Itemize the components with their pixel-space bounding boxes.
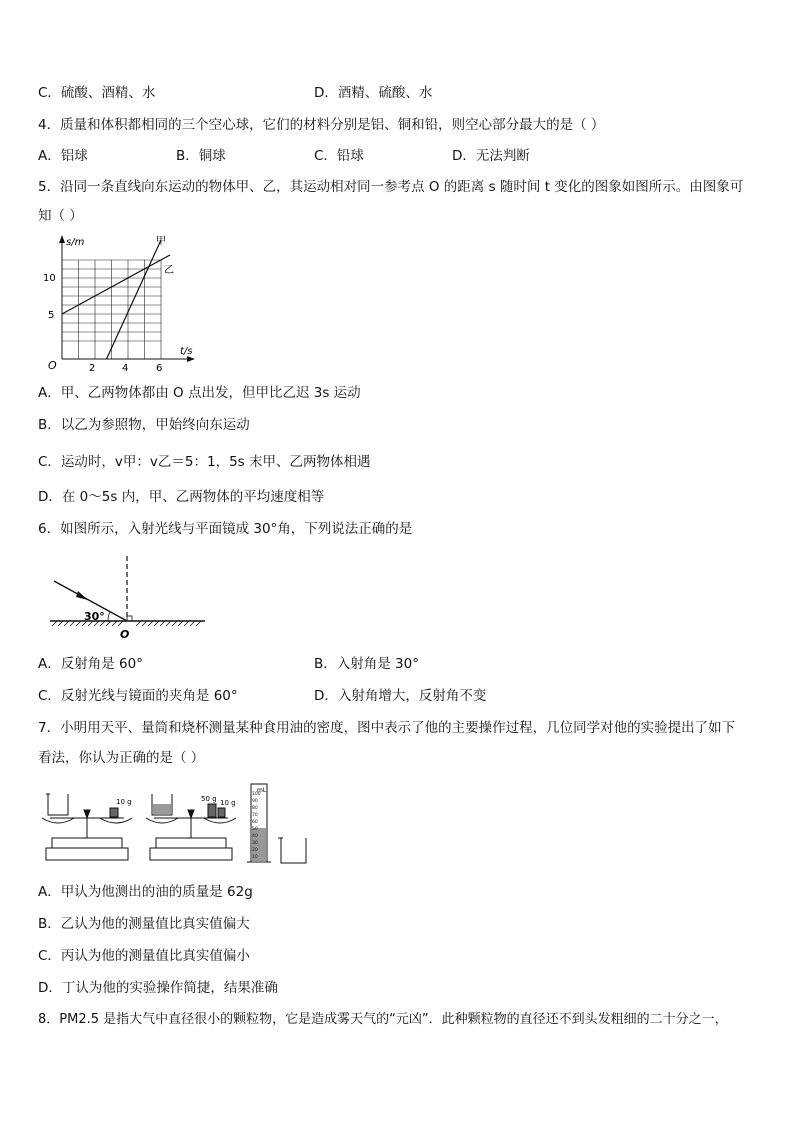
- q4-option-b: B．铜球: [176, 148, 226, 164]
- q7-empty-beaker: [278, 838, 306, 863]
- q5-option-b: B．以乙为参照物，甲始终向东运动: [38, 417, 250, 433]
- q7-apparatus-figure: [38, 780, 318, 870]
- q6-mirror-hatch: [52, 621, 201, 626]
- q6-option-a: A．反射角是 60°: [38, 656, 143, 672]
- q5-origin-label: O: [48, 359, 57, 372]
- q5-st-graph: [40, 232, 200, 372]
- q4-stem: 4．质量和体积都相同的三个空心球，它们的材料分别是铝、铜和铅，则空心部分最大的是（ ）: [38, 117, 605, 133]
- q8-stem: 8．PM2.5 是指大气中直径很小的颗粒物，它是造成雾天气的“元凶”．此种颗粒物的直径还不到头发粗细的二十分之一，: [38, 1012, 728, 1027]
- q6-option-b: B．入射角是 30°: [314, 656, 419, 672]
- q5-series-label-yi: 乙: [164, 265, 174, 276]
- q7-cyl-tick-90: 90: [252, 799, 258, 804]
- q7-weight-label-2a: 50 g: [201, 795, 217, 803]
- q7-cyl-tick-50: 50: [252, 827, 258, 832]
- q7-cylinder-unit: mL: [257, 787, 267, 794]
- q7-cyl-tick-100: 100: [252, 792, 261, 797]
- q7-weight-label-2b: 10 g: [220, 799, 236, 807]
- q7-cyl-tick-60: 60: [252, 820, 258, 825]
- q7-weight-label-1: 10 g: [116, 798, 132, 806]
- q6-mirror-figure: [40, 550, 215, 645]
- q7-cyl-tick-30: 30: [252, 841, 258, 846]
- q5-x-axis-label: t/s: [180, 346, 193, 357]
- q7-option-c: C．丙认为他的测量值比真实值偏小: [38, 948, 250, 964]
- q5-graph-grid: [62, 260, 161, 359]
- q3-option-c: C．硫酸、酒精、水: [38, 85, 156, 101]
- q6-point-label: O: [120, 628, 130, 641]
- q4-option-c: C．铅球: [314, 148, 364, 164]
- q7-option-b: B．乙认为他的测量值比真实值偏大: [38, 916, 250, 932]
- q6-option-d: D．入射角增大，反射角不变: [314, 688, 487, 704]
- q7-option-a: A．甲认为他测出的油的质量是 62g: [38, 884, 253, 900]
- q6-angle-label: 30°: [84, 610, 105, 623]
- q7-stem-line2: 看法，你认为正确的是（ ）: [38, 750, 205, 766]
- q7-option-d: D．丁认为他的实验操作简捷，结果准确: [38, 980, 278, 996]
- q4-option-d: D．无法判断: [452, 148, 530, 164]
- q7-cyl-tick-80: 80: [252, 806, 258, 811]
- q6-ray-arrow: [76, 591, 88, 600]
- q7-cyl-tick-10: 10: [252, 855, 258, 860]
- q6-angle-arc: [108, 612, 110, 621]
- q5-y-tick-10: 10: [43, 273, 56, 284]
- q7-cyl-tick-20: 20: [252, 848, 258, 853]
- q5-option-d: D．在 0～5s 内，甲、乙两物体的平均速度相等: [38, 489, 325, 505]
- q4-option-a: A．铝球: [38, 148, 88, 164]
- q5-x-tick-2: 2: [89, 363, 96, 372]
- q5-y-axis-arrow: [59, 235, 65, 243]
- q5-series-label-jia: 甲: [156, 236, 166, 247]
- q5-stem-line2: 知（ ）: [38, 208, 83, 224]
- q6-right-angle-mark: [127, 616, 132, 621]
- q5-stem-line1: 5．沿同一条直线向东运动的物体甲、乙，其运动相对同一参考点 O 的距离 s 随时间 t 变化的图象如图所示。由图象可: [38, 179, 744, 195]
- q3-option-d: D．酒精、硫酸、水: [314, 85, 433, 101]
- q5-x-tick-4: 4: [122, 363, 129, 372]
- q5-y-tick-5: 5: [48, 310, 55, 321]
- q5-x-tick-6: 6: [156, 363, 163, 372]
- q5-y-axis-label: s/m: [66, 237, 85, 248]
- q5-option-c: C．运动时，v甲：v乙＝5：1，5s 末甲、乙两物体相遇: [38, 454, 371, 470]
- q6-stem: 6．如图所示，入射光线与平面镜成 30°角，下列说法正确的是: [38, 521, 413, 537]
- q6-option-c: C．反射光线与镜面的夹角是 60°: [38, 688, 238, 704]
- q7-cyl-tick-70: 70: [252, 813, 258, 818]
- q7-stem-line1: 7．小明用天平、量筒和烧杯测量某种食用油的密度，图中表示了他的主要操作过程，几位同学对他的实验提出了如下: [38, 720, 736, 736]
- q7-cyl-tick-40: 40: [252, 834, 258, 839]
- q5-option-a: A．甲、乙两物体都由 O 点出发，但甲比乙迟 3s 运动: [38, 385, 361, 401]
